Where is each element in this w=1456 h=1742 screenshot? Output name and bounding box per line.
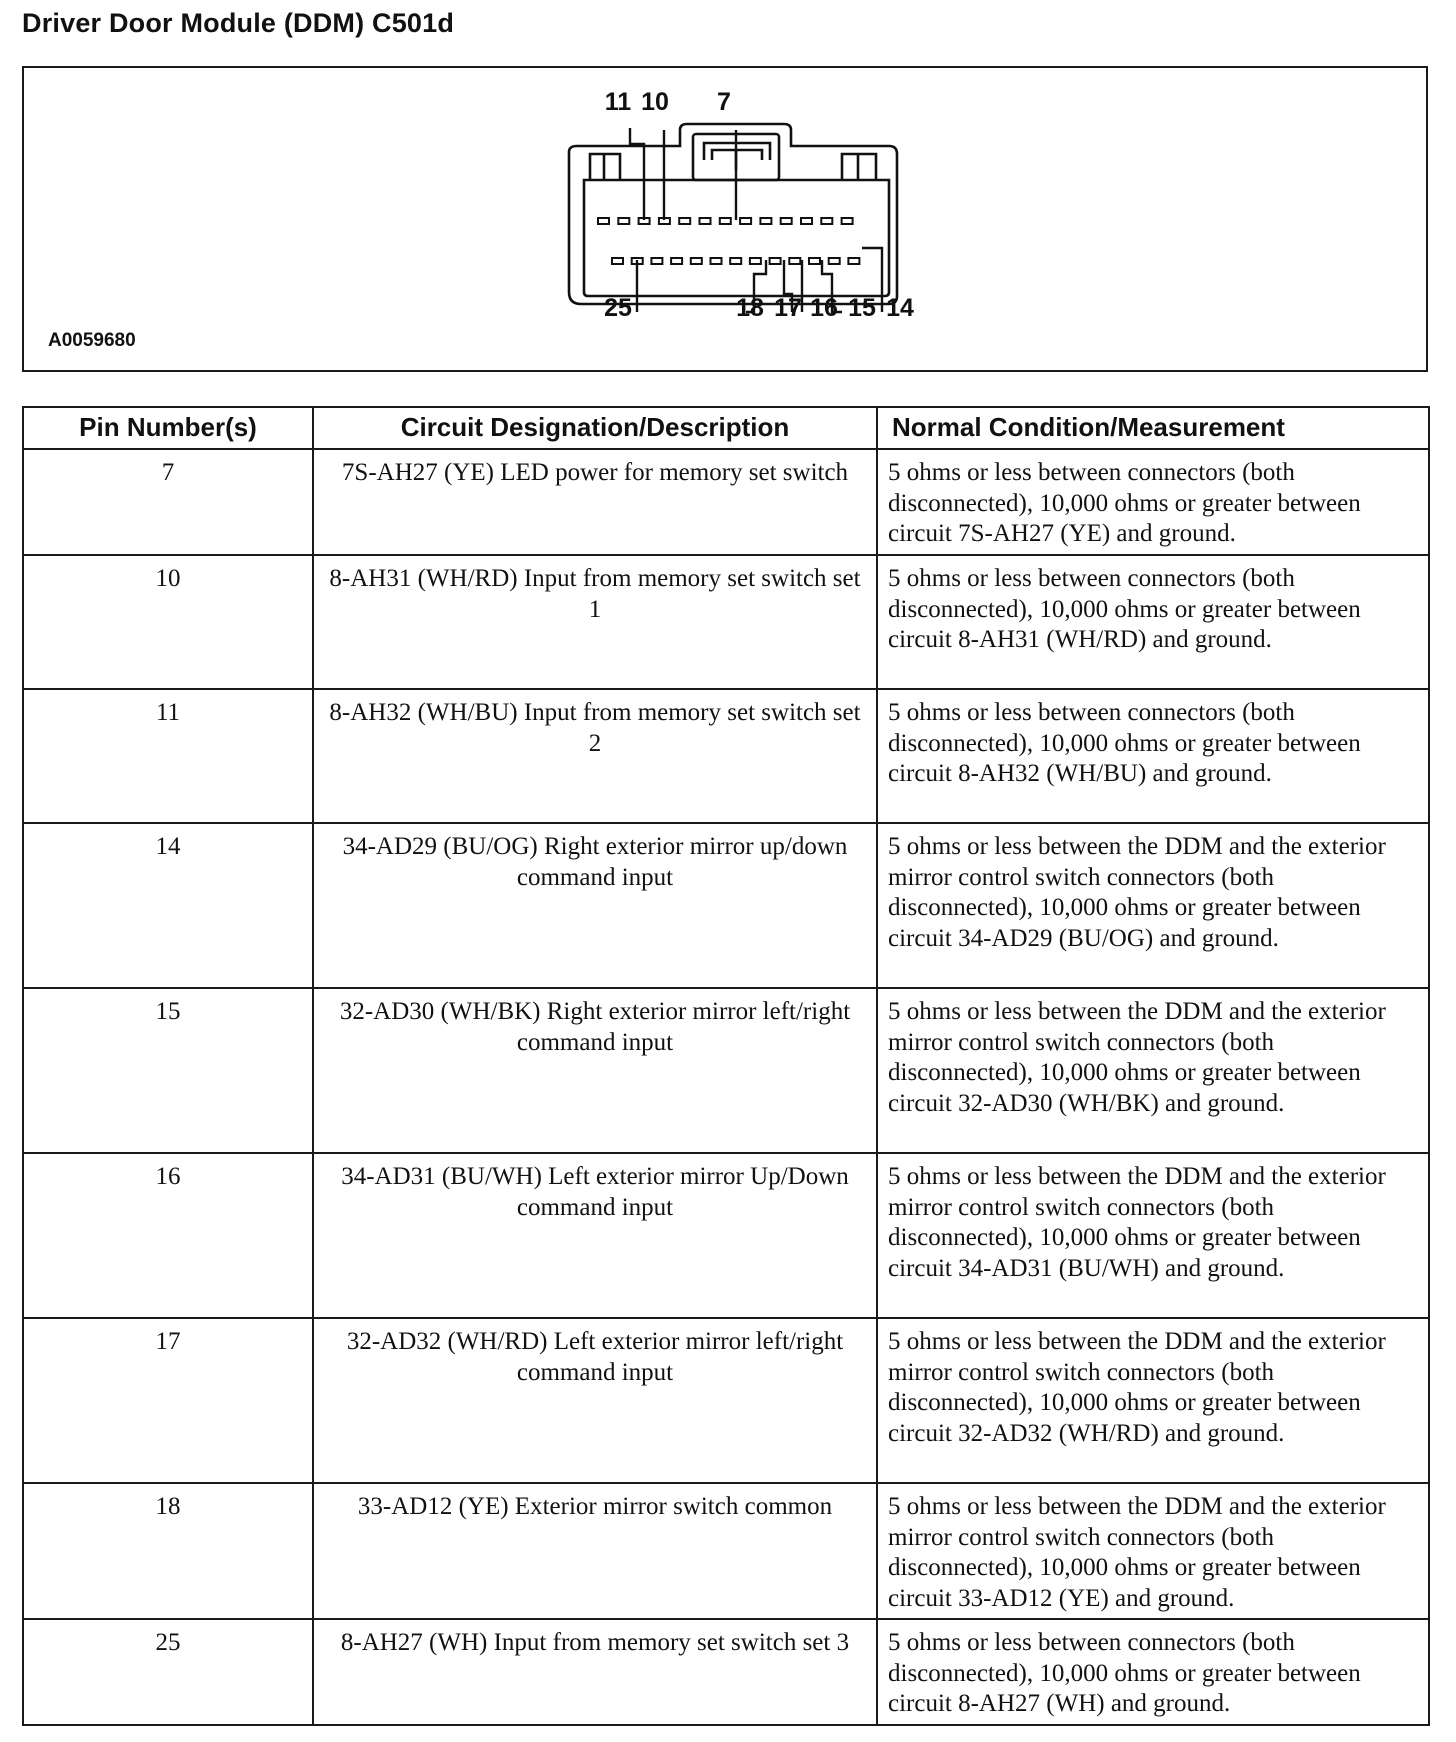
pin-number: 11 <box>23 689 313 823</box>
pin-number: 25 <box>23 1619 313 1725</box>
table-row <box>23 1318 1429 1483</box>
table-row <box>23 689 1429 823</box>
pin-slot <box>679 218 690 224</box>
normal-condition: 5 ohms or less between connectors (both disconnected), 10,000 ohms or greater between circuit 8-AH27 (WH) and ground. <box>877 1619 1429 1725</box>
pin-slot <box>789 258 800 264</box>
pin-number: 15 <box>23 988 313 1153</box>
pin-number: 16 <box>23 1153 313 1318</box>
pin-slot <box>671 258 682 264</box>
normal-condition: 5 ohms or less between the DDM and the exterior mirror control switch connectors (both disconnected), 10,000 ohms or greater between circuit 32-AD30 (WH/BK) and ground. <box>877 988 1429 1153</box>
normal-condition: 5 ohms or less between connectors (both disconnected), 10,000 ohms or greater between circuit 8-AH32 (WH/BU) and ground. <box>877 689 1429 823</box>
pin-table <box>22 406 1430 1726</box>
pin-slot <box>612 258 623 264</box>
normal-condition: 5 ohms or less between connectors (both disconnected), 10,000 ohms or greater between circuit 7S-AH27 (YE) and ground. <box>877 449 1429 555</box>
pin-number: 14 <box>23 823 313 988</box>
header-pin-numbers: Pin Number(s) <box>23 407 313 449</box>
pin-slot <box>700 218 711 224</box>
pin-number: 10 <box>23 555 313 689</box>
pin-slot <box>842 218 853 224</box>
pin-slot <box>691 258 702 264</box>
pin-slot <box>711 258 722 264</box>
pin-slot <box>651 258 662 264</box>
table-header-row <box>23 407 1429 449</box>
pin-label-25: 25 <box>604 294 632 322</box>
pin-slot <box>770 258 781 264</box>
pin-label-18: 18 <box>736 294 764 322</box>
page-title: Driver Door Module (DDM) C501d <box>22 8 455 38</box>
circuit-description: 34-AD31 (BU/WH) Left exterior mirror Up/Down command input <box>313 1153 877 1318</box>
circuit-description: 33-AD12 (YE) Exterior mirror switch common <box>313 1483 877 1619</box>
pin-slot <box>829 258 840 264</box>
table-row <box>23 1483 1429 1619</box>
pin-label-16: 16 <box>810 294 838 322</box>
circuit-description: 32-AD32 (WH/RD) Left exterior mirror left/right command input <box>313 1318 877 1483</box>
pin-slot <box>618 218 629 224</box>
figure-id: A0059680 <box>48 330 136 351</box>
circuit-description: 8-AH32 (WH/BU) Input from memory set switch set 2 <box>313 689 877 823</box>
header-circuit-description: Circuit Designation/Description <box>313 407 877 449</box>
pin-slot <box>848 258 859 264</box>
table-row <box>23 823 1429 988</box>
circuit-description: 8-AH27 (WH) Input from memory set switch set 3 <box>313 1619 877 1725</box>
circuit-description: 32-AD30 (WH/BK) Right exterior mirror left/right command input <box>313 988 877 1153</box>
table-row <box>23 1153 1429 1318</box>
table-row <box>23 988 1429 1153</box>
pin-slot <box>821 218 832 224</box>
pin-slot <box>598 218 609 224</box>
normal-condition: 5 ohms or less between the DDM and the exterior mirror control switch connectors (both disconnected), 10,000 ohms or greater between circuit 32-AD32 (WH/RD) and ground. <box>877 1318 1429 1483</box>
pin-slot <box>809 258 820 264</box>
pin-slot <box>720 218 731 224</box>
pin-label-15: 15 <box>848 294 876 322</box>
table-row <box>23 449 1429 555</box>
top-pin-row <box>598 218 853 224</box>
pin-label-17: 17 <box>774 294 802 322</box>
header-normal-condition: Normal Condition/Measurement <box>877 407 1429 449</box>
pin-slot <box>740 218 751 224</box>
pin-slot <box>750 258 761 264</box>
circuit-description: 7S-AH27 (YE) LED power for memory set switch <box>313 449 877 555</box>
pin-slot <box>781 218 792 224</box>
pin-number: 18 <box>23 1483 313 1619</box>
connector-diagram <box>24 68 1426 370</box>
pin-label-14: 14 <box>886 294 914 322</box>
pin-number: 17 <box>23 1318 313 1483</box>
table-row <box>23 1619 1429 1725</box>
pin-slot <box>801 218 812 224</box>
pin-number: 7 <box>23 449 313 555</box>
normal-condition: 5 ohms or less between the DDM and the exterior mirror control switch connectors (both disconnected), 10,000 ohms or greater between circuit 34-AD31 (BU/WH) and ground. <box>877 1153 1429 1318</box>
normal-condition: 5 ohms or less between the DDM and the exterior mirror control switch connectors (both disconnected), 10,000 ohms or greater between circuit 34-AD29 (BU/OG) and ground. <box>877 823 1429 988</box>
normal-condition: 5 ohms or less between connectors (both disconnected), 10,000 ohms or greater between circuit 8-AH31 (WH/RD) and ground. <box>877 555 1429 689</box>
table-row <box>23 555 1429 689</box>
normal-condition: 5 ohms or less between the DDM and the exterior mirror control switch connectors (both disconnected), 10,000 ohms or greater between circuit 33-AD12 (YE) and ground. <box>877 1483 1429 1619</box>
pin-slot <box>760 218 771 224</box>
circuit-description: 8-AH31 (WH/RD) Input from memory set switch set 1 <box>313 555 877 689</box>
connector-figure <box>22 66 1428 372</box>
pin-label-10: 10 <box>641 88 669 116</box>
pin-slot <box>730 258 741 264</box>
pin-label-11: 11 <box>604 88 632 116</box>
leader-11 <box>630 128 644 220</box>
pin-label-7: 7 <box>717 88 731 116</box>
circuit-description: 34-AD29 (BU/OG) Right exterior mirror up/down command input <box>313 823 877 988</box>
